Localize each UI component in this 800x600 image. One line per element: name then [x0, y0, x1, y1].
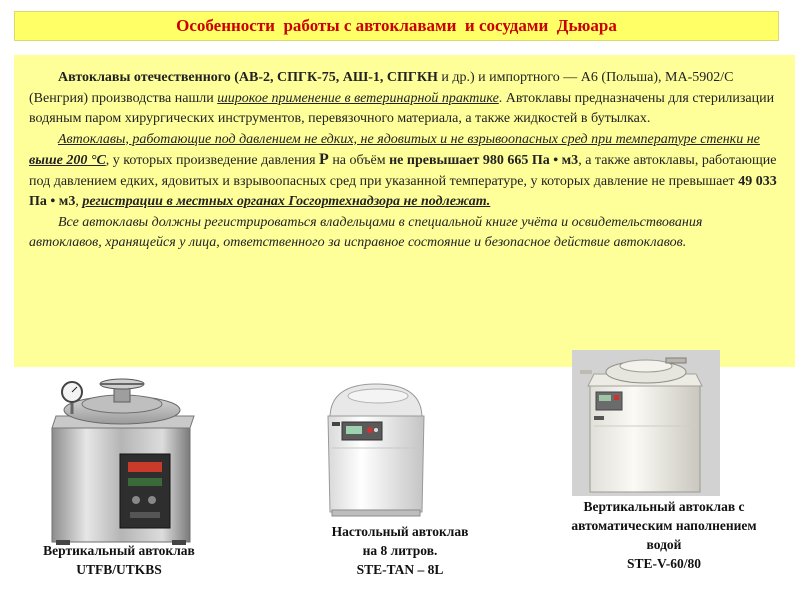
paragraph-2-run-3: , у которых произведение давления — [105, 153, 320, 168]
caption-middle-line-3: STE-TAN – 8L — [356, 562, 444, 577]
caption-right — [546, 497, 782, 573]
paragraph-1-run-5: . Автоклавы предназначены для стерилизации водяным паром хирургических инструментов, перевязочного материала, а также жидкостей в бутылках. — [29, 90, 775, 126]
caption-right-line-2: автоматическим наполнением — [571, 518, 757, 533]
paragraph-3-text: Все автоклавы должны регистрироваться владельцами в специальной книге учёта и освидетельствования автоклавов, хранящейся у лица, ответственного за исправное состояние и безопасное действие автоклавов. — [29, 214, 703, 250]
caption-right-line-1: Вертикальный автоклав с — [583, 499, 745, 514]
paragraph-2-run-10: регистрации в местных органах Госгортехнадзора не подлежат. — [82, 194, 491, 209]
caption-left-line-1: Вертикальный автоклав — [43, 543, 195, 558]
title-bar — [14, 11, 779, 41]
autoclave-ste-v-photo — [572, 350, 720, 496]
paragraph-1 — [29, 68, 777, 130]
caption-right-line-3: водой — [646, 537, 682, 552]
caption-right-line-4: STE-V-60/80 — [626, 556, 701, 571]
paragraph-1-run-2: и др.) — [441, 70, 475, 85]
caption-middle-line-2: на 8 литров. — [362, 543, 438, 558]
paragraph-1-run-3: и импортного — А6 (Польша), МА-5902/С (Венгрия) производства нашли — [29, 70, 734, 106]
paragraph-2-run-7: , а также автоклавы, работающие под давлением едких, ядовитых и взрывоопасных сред при указанной температуре, у которых давление не превышает — [29, 153, 777, 189]
paragraph-2-run-5: на объём — [328, 153, 390, 168]
caption-middle — [296, 522, 504, 579]
paragraph-3 — [29, 213, 777, 254]
autoclave-ste-tan-photo — [318, 378, 434, 520]
caption-left-line-2: UTFB/UTKBS — [76, 562, 162, 577]
caption-middle-line-1: Настольный автоклав — [331, 524, 469, 539]
paragraph-2-run-1: Автоклавы, работающие под давлением не едких, не ядовитых и не взрывоопасных сред при температуре стенки не — [58, 131, 760, 147]
paragraph-2-run-6: не превышает 980 665 Па • м3 — [389, 153, 579, 168]
paragraph-1-run-4: широкое применение в ветеринарной практике — [217, 90, 499, 106]
caption-left — [24, 541, 214, 579]
paragraph-2-run-9: , — [75, 194, 83, 209]
paragraph-2-run-2: выше 200 °С — [29, 153, 106, 168]
paragraph-2-run-8: 49 033 Па • м3 — [29, 173, 777, 209]
paragraph-1-run-1: Автоклавы отечественного (АВ-2, СПГК-75, АШ-1, СПГКН — [58, 70, 442, 85]
paragraph-2 — [29, 130, 777, 213]
paragraph-2-run-4: Р — [319, 151, 329, 168]
page-title: Особенности работы с автоклавами и сосудами Дьюара — [176, 16, 617, 35]
main-text-box — [14, 55, 795, 367]
autoclave-utfb-photo — [44, 376, 204, 546]
